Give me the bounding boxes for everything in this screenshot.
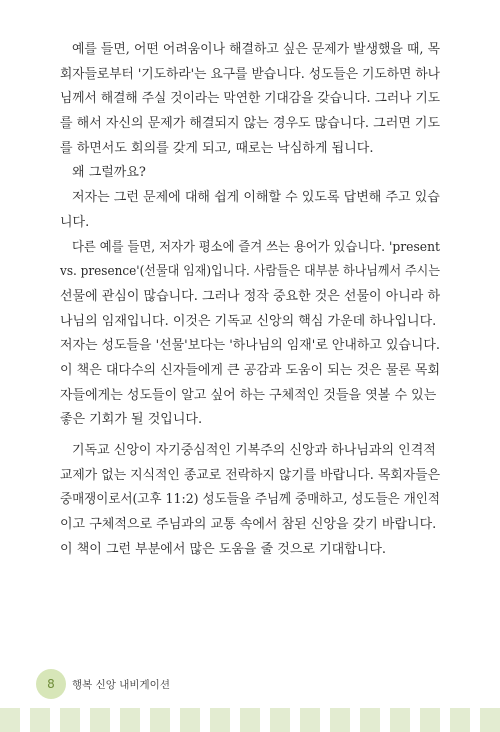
body-line: 이고 구체적으로 주님과의 교통 속에서 참된 신앙을 갖기 바랍니다. (60, 517, 437, 533)
body-line: 기독교 신앙이 자기중심적인 기복주의 신앙과 하나님과의 인격적 (72, 443, 436, 458)
page-number-badge: 8 (36, 669, 66, 699)
body-line: 니다. (60, 214, 90, 230)
body-line: 예를 들면, 어떤 어려움이나 해결하고 싶은 문제가 발생했을 때, 목 (72, 42, 440, 57)
body-line: 나님의 임재입니다. 이것은 기독교 신앙의 핵심 가운데 하나입니다. (60, 313, 437, 329)
page-footer (36, 670, 170, 698)
body-line: 저자는 그런 문제에 대해 쉽게 이해할 수 있도록 답변해 주고 있습 (72, 190, 440, 206)
running-book-title: 행복 신앙 내비게이션 (72, 678, 170, 691)
body-line: 를 하면서도 회의를 갖게 되고, 때로는 낙심하게 됩니다. (60, 140, 374, 156)
body-line: 이 책은 대다수의 신자들에게 큰 공감과 도움이 되는 것은 물론 목회 (60, 362, 440, 378)
body-line: 저자는 성도들을 '선물'보다는 '하나님의 임재'로 안내하고 있습니다. (60, 338, 440, 354)
body-line: 교제가 없는 지식적인 종교로 전락하지 않기를 바랍니다. 목회자들은 (60, 467, 440, 483)
body-line: 자들에게는 성도들이 알고 싶어 하는 구체적인 것들을 엿볼 수 있는 (60, 387, 437, 403)
body-line: 중매쟁이로서(고후 11:2) 성도들을 주님께 중매하고, 성도들은 개인적 (60, 492, 440, 508)
body-line: 선물에 관심이 많습니다. 그러나 정작 중요한 것은 선물이 아니라 하 (60, 288, 440, 304)
page-body (60, 38, 440, 562)
body-line: 회자들로부터 '기도하라'는 요구를 받습니다. 성도들은 기도하면 하나 (60, 66, 440, 82)
body-line: 왜 그럴까요? (72, 165, 146, 181)
body-line: 좋은 기회가 될 것입니다. (60, 412, 203, 428)
decorative-bottom-border (0, 708, 500, 732)
body-line: 를 해서 자신의 문제가 해결되지 않는 경우도 많습니다. 그러면 기도 (60, 116, 440, 132)
body-line: 님께서 해결해 주실 것이라는 막연한 기대감을 갖습니다. 그러나 기도 (60, 91, 440, 107)
body-line: 다른 예를 들면, 저자가 평소에 즐겨 쓰는 용어가 있습니다. 'present (72, 239, 440, 255)
body-line: 이 책이 그런 부분에서 많은 도움을 줄 것으로 기대합니다. (60, 541, 387, 557)
body-line: vs. presence'(선물대 임재)입니다. 사람들은 대부분 하나님께서 주시는 (60, 264, 440, 280)
